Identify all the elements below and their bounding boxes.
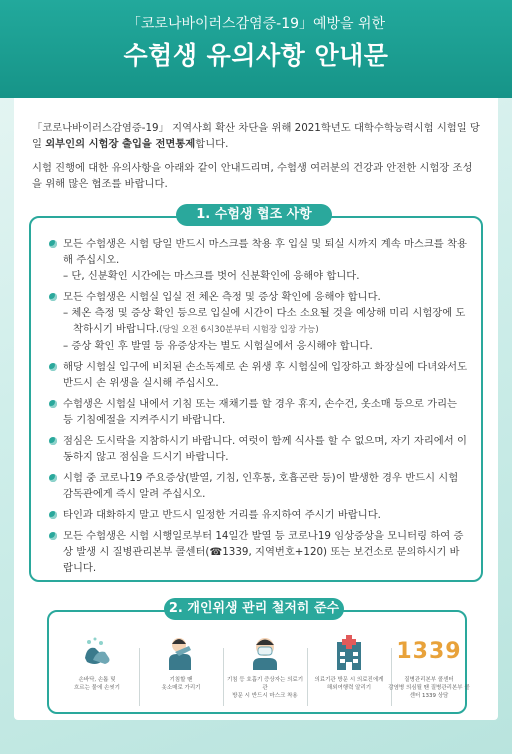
bullet-icon xyxy=(49,474,57,482)
notice-item-text: 모든 수험생은 시험 당일 반드시 마스크를 착용 후 입실 및 퇴실 시까지 계속 마스크를 착용해 주십시오. xyxy=(63,238,467,266)
section1-box xyxy=(29,216,483,582)
notice-item xyxy=(49,470,469,502)
bullet-icon xyxy=(49,511,57,519)
hygiene-item-callcenter: 1339 질병관리본부 콜센터 감염병 의심될 땐 질병관리본부 콜센터 1339 상담 xyxy=(387,632,471,700)
notice-item-text: 점심은 도시락을 지참하시기 바랍니다. 여럿이 함께 식사를 할 수 없으며, 자기 자리에서 이동하지 않고 점심을 드시기 바랍니다. xyxy=(63,435,467,463)
notice-sub-item: – 단, 신분확인 시간에는 마스크를 벗어 신분확인에 응해야 합니다. xyxy=(63,270,360,282)
header-subtitle: 「코로나바이러스감염증-19」예방을 위한 xyxy=(126,16,386,32)
bullet-icon xyxy=(49,363,57,371)
bullet-icon xyxy=(49,437,57,445)
hospital-icon xyxy=(329,632,369,672)
notice-item-text: 모든 수험생은 시험실 입실 전 체온 측정 및 증상 확인에 응해야 합니다. xyxy=(63,291,381,303)
notice-item-text: 모든 수험생은 시험 시행일로부터 14일간 발열 등 코로나19 임상증상을 모니터링 하여 증상 발생 시 질병관리본부 콜센터(☎1339, 지역번호+120) 또는 보건소로 문의하시기 바랍니다. xyxy=(63,530,464,574)
hygiene-item-mask: 기침 등 호흡기 증상자는 의료기관 방문 시 반드시 마스크 착용 xyxy=(225,632,305,700)
section2-title: 2. 개인위생 관리 철저히 준수 xyxy=(164,598,344,620)
notice-item xyxy=(49,359,469,391)
notice-item xyxy=(49,236,469,284)
bullet-icon xyxy=(49,240,57,248)
hygiene-item-handwash: 손바닥, 손톱 및 흐르는 물에 손씻기 xyxy=(57,632,137,692)
notice-item xyxy=(49,528,469,576)
hygiene-icons-row xyxy=(57,632,470,718)
notice-item xyxy=(49,396,469,428)
hygiene-item-cough: 기침할 땐 옷소매로 가리기 xyxy=(141,632,221,692)
notice-item-text: 해당 시험실 입구에 비치된 손소독제로 손 위생 후 시험실에 입장하고 화장실에 다녀와서도 반드시 손 위생을 실시해 주십시오. xyxy=(63,361,468,389)
page-title: 수험생 유의사항 안내문 xyxy=(123,41,389,70)
bullet-icon xyxy=(49,293,57,301)
cough-sleeve-icon xyxy=(161,632,201,672)
bullet-icon xyxy=(49,532,57,540)
mask-icon xyxy=(245,632,285,672)
notice-sub-item: – 증상 확인 후 발열 등 유증상자는 별도 시험실에서 응시해야 합니다. xyxy=(63,340,373,352)
notice-sub-item: – 체온 측정 및 증상 확인 등으로 입실에 시간이 다소 소요될 것을 예상해 미리 시험장에 도착하시기 바랍니다.(당일 오전 6시30분부터 시험장 입장 가능) xyxy=(63,307,466,335)
notice-item-text: 수험생은 시험실 내에서 기침 또는 재채기를 할 경우 휴지, 손수건, 옷소매 등으로 가리는 등 기침예절을 지켜주시기 바랍니다. xyxy=(63,398,457,426)
notice-item xyxy=(49,289,469,354)
intro-text xyxy=(32,120,480,200)
notice-item xyxy=(49,433,469,465)
section2-box xyxy=(47,610,470,714)
notice-panel xyxy=(14,98,498,720)
notice-item-text: 타인과 대화하지 말고 반드시 일정한 거리를 유지하여 주시기 바랍니다. xyxy=(63,509,381,521)
notice-note: (당일 오전 6시30분부터 시험장 입장 가능) xyxy=(159,325,319,335)
callcenter-1339-icon: 1339 xyxy=(396,639,462,664)
intro-paragraph-1: 「코로나바이러스감염증-19」 지역사회 확산 차단을 위해 2021학년도 대학수학능력시험 시험일 당일 외부인의 시험장 출입을 전면통제합니다. xyxy=(32,122,480,150)
header-banner xyxy=(0,0,512,98)
intro-paragraph-2: 시험 진행에 대한 유의사항을 아래와 같이 안내드리며, 수험생 여러분의 건강과 안전한 시험장 조성을 위해 많은 협조를 바랍니다. xyxy=(32,162,473,190)
notice-item xyxy=(49,507,469,523)
bullet-icon xyxy=(49,400,57,408)
section1-title: 1. 수험생 협조 사항 xyxy=(176,204,332,226)
hand-wash-icon xyxy=(77,632,117,672)
notice-item-text: 시험 중 코로나19 주요증상(발열, 기침, 인후통, 호흡곤란 등)이 발생한 경우 반드시 시험 감독관에게 즉시 알려 주십시오. xyxy=(63,472,459,500)
hygiene-item-hospital: 의료기관 방문 시 의료진에게 해외여행력 알리기 xyxy=(309,632,389,692)
section1-list xyxy=(49,236,469,581)
